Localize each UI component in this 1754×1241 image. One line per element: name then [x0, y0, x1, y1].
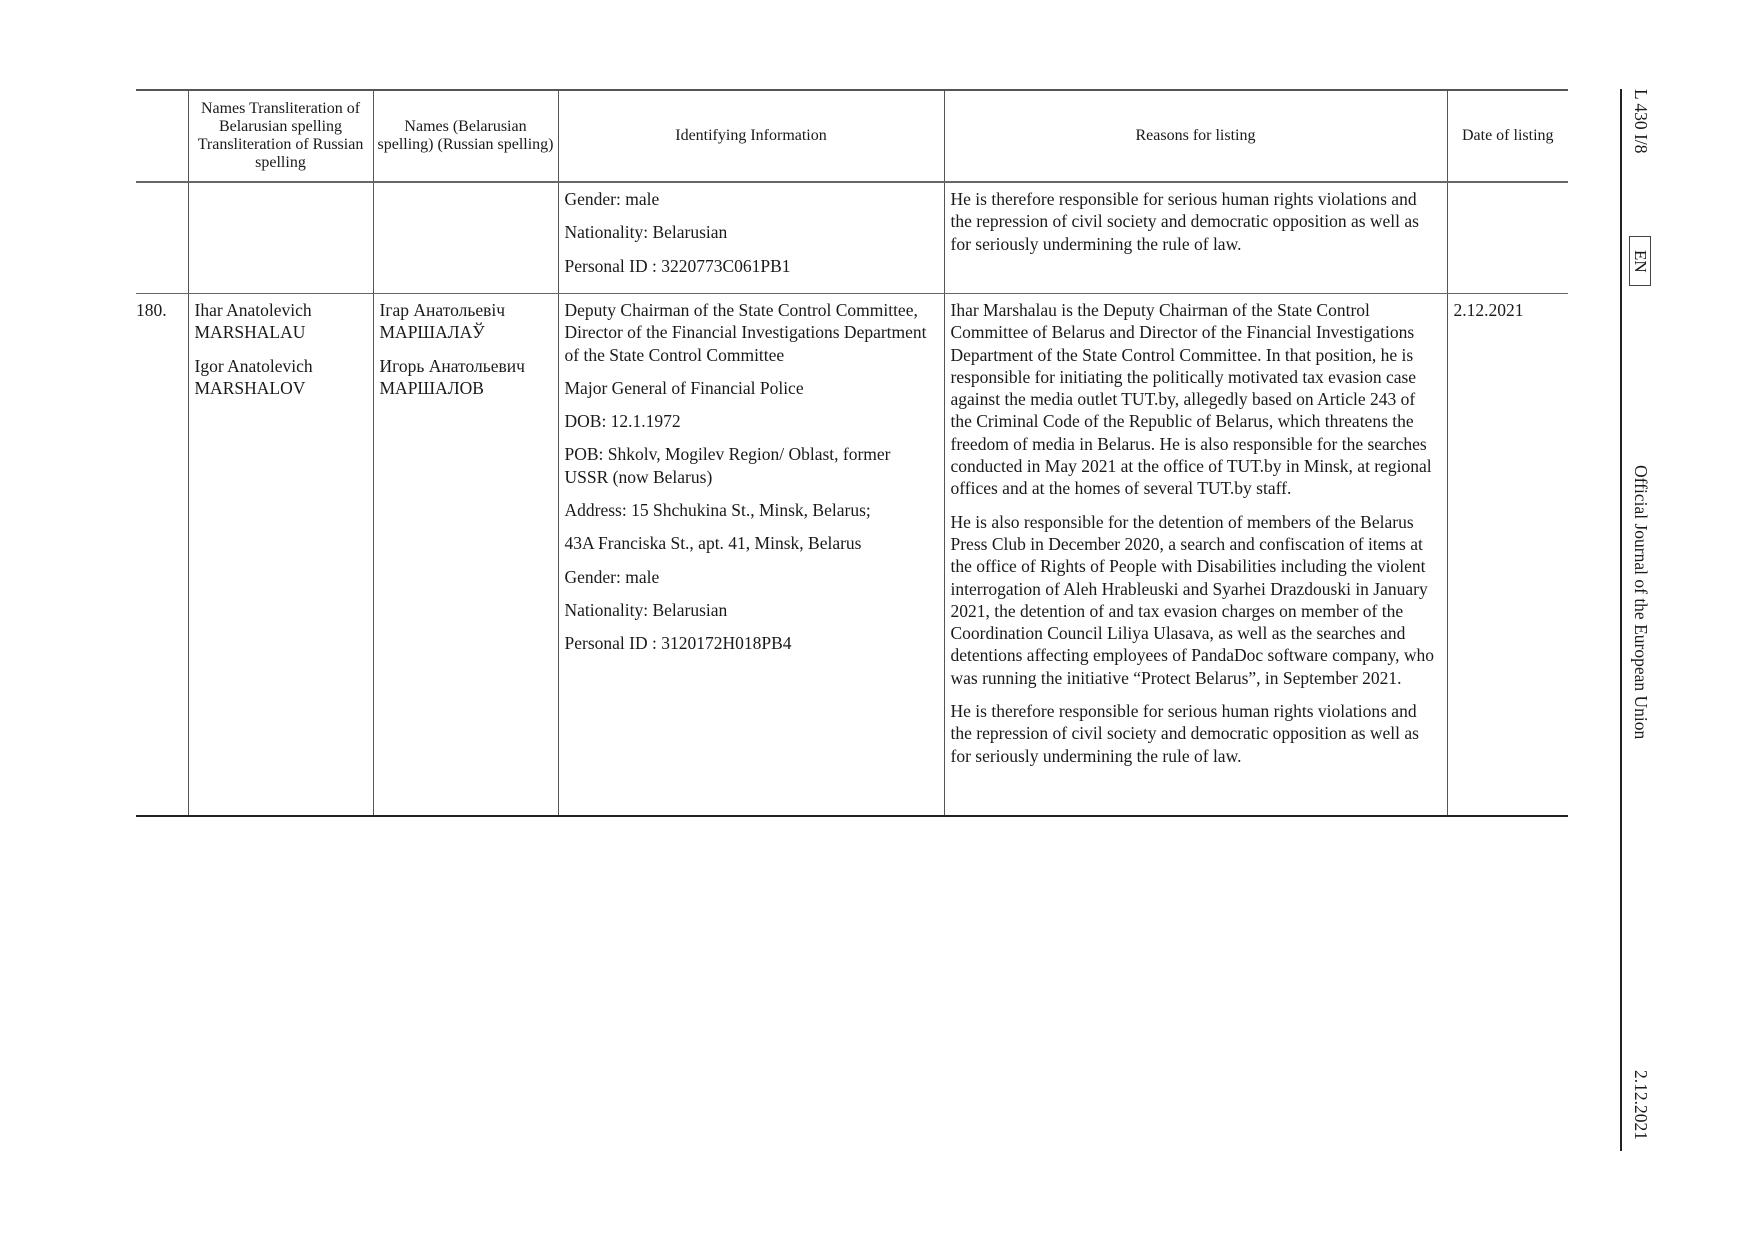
info-pob: POB: Shkolv, Mogilev Region/ Oblast, former USSR (now Belarus)	[564, 444, 891, 487]
header-names-transliteration: Names Transliteration of Belarusian spelling Transliteration of Russian spelling	[188, 90, 373, 182]
reasons-cell	[944, 182, 1447, 294]
entry-number: 180.	[136, 294, 188, 817]
header-names-native: Names (Belarusian spelling) (Russian spelling)	[373, 90, 558, 182]
name-belarusian-translit: Ihar Anatolevich MARSHALAU	[194, 300, 312, 343]
info-position: Deputy Chairman of the State Control Committee, Director of the Financial Investigations Department of the State Control Committee	[564, 300, 927, 365]
table-header-row	[136, 90, 1568, 182]
info-personal-id: Personal ID : 3120172H018PB4	[564, 633, 792, 654]
info-address-2: 43A Franciska St., apt. 41, Minsk, Belarus	[564, 533, 862, 554]
info-gender: Gender: male	[564, 189, 660, 209]
header-reasons-for-listing: Reasons for listing	[944, 90, 1447, 182]
table-row	[136, 294, 1568, 817]
date-of-listing	[1447, 182, 1568, 294]
journal-title: Official Journal of the European Union	[1631, 465, 1651, 740]
identifying-info-cell	[558, 294, 944, 817]
reasons-cell	[944, 294, 1447, 817]
reason-paragraph: He is also responsible for the detention of members of the Belarus Press Club in December 2020, a search and confiscation of items at the office of Rights of People with Disabilities including the violent interrogation of Aleh Hrableuski and Syarhei Drazdouski in January 2021, the detention of and tax evasion charges on member of the Coordination Council Liliya Ulasava, as well as the searches and detentions affecting employees of PandaDoc software company, who was running the initiative “Protect Belarus”, in September 2021.	[950, 511, 1435, 688]
info-rank: Major General of Financial Police	[564, 377, 804, 398]
margin-rule	[1620, 89, 1622, 1151]
journal-reference: L 430 I/8	[1631, 89, 1651, 154]
publication-date: 2.12.2021	[1631, 1070, 1651, 1140]
header-date-of-listing: Date of listing	[1447, 90, 1568, 182]
language-badge: EN	[1629, 236, 1651, 286]
names-transliteration-cell	[188, 294, 373, 817]
date-of-listing: 2.12.2021	[1447, 294, 1568, 817]
header-identifying-information: Identifying Information	[558, 90, 944, 182]
names-transliteration-cell	[188, 182, 373, 294]
info-gender: Gender: male	[564, 566, 660, 587]
name-russian: Игорь Анатольевич МАРШАЛОВ	[379, 355, 525, 398]
sanctions-table	[136, 89, 1568, 817]
reason-paragraph: He is therefore responsible for serious human rights violations and the repression of civil society and democratic opposition as well as for seriously undermining the rule of law.	[950, 701, 1419, 766]
identifying-info-cell	[558, 182, 944, 294]
name-belarusian: Ігар Анатольевіч МАРШАЛАЎ	[379, 300, 506, 343]
info-personal-id: Personal ID : 3220773C061PB1	[564, 255, 791, 276]
reason-paragraph: Ihar Marshalau is the Deputy Chairman of the State Control Committee of Belarus and Director of the Financial Investigations Department of the State Control Committee. In that position, he is responsible for initiating the politically motivated tax evasion case against the media outlet TUT.by, allegedly based on Article 243 of the Criminal Code of the Republic of Belarus, which threatens the freedom of media in Belarus. He is also responsible for the searches conducted in May 2021 at the office of TUT.by in Minsk, at regional offices and at the homes of several TUT.by staff.	[950, 300, 1432, 499]
header-number	[136, 90, 188, 182]
table-row	[136, 182, 1568, 294]
info-address-1: Address: 15 Shchukina St., Minsk, Belarus;	[564, 500, 871, 521]
name-russian-translit: Igor Anatolevich MARSHALOV	[194, 355, 313, 398]
info-nationality: Nationality: Belarusian	[564, 599, 728, 620]
reason-paragraph: He is therefore responsible for serious human rights violations and the repression of civil society and democratic opposition as well as for seriously undermining the rule of law.	[950, 189, 1419, 254]
names-native-cell	[373, 294, 558, 817]
names-native-cell	[373, 182, 558, 294]
entry-number	[136, 182, 188, 294]
info-nationality: Nationality: Belarusian	[564, 222, 728, 243]
info-dob: DOB: 12.1.1972	[564, 411, 681, 432]
